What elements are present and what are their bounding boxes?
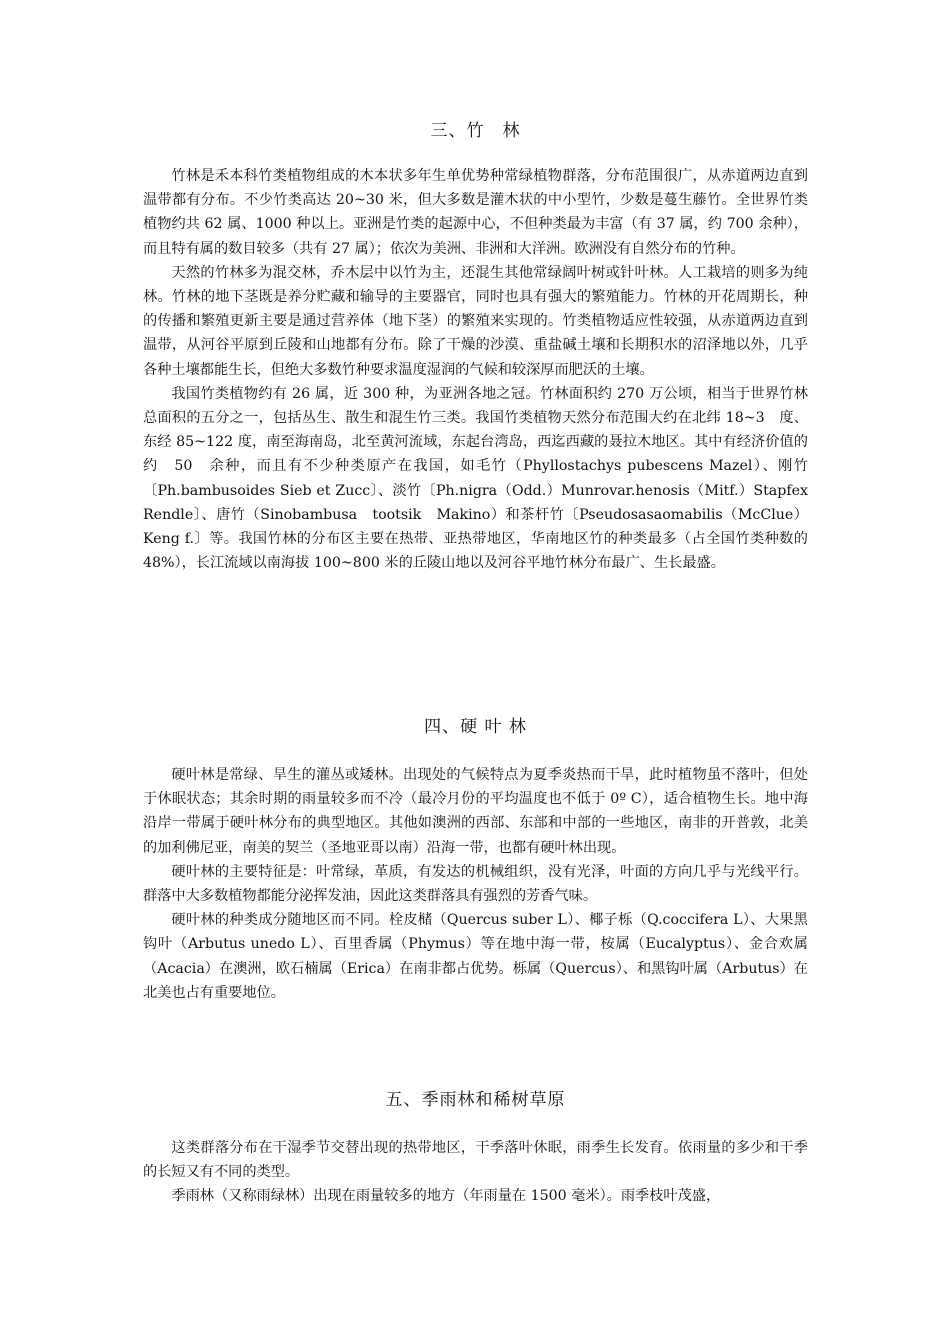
- paragraph: 天然的竹林多为混交林，乔木层中以竹为主，还混生其他常绿阔叶树或针叶林。人工栽培的则多为纯林。竹林的地下茎既是养分贮藏和输导的主要器官，同时也具有强大的繁殖能力。竹林的开花周期长，种的传播和繁殖更新主要是通过营养体（地下茎）的繁殖来实现的。竹类植物适应性较强，从赤道两边直到温带，从河谷平原到丘陵和山地都有分布。除了干燥的沙漠、重盐碱土壤和长期积水的沼泽地以外，几乎各种土壤都能生长，但绝大多数竹种要求温度湿润的气候和较深厚而肥沃的土壤。: [143, 264, 808, 378]
- paragraph: 硬叶林的种类成分随地区而不同。栓皮槠（Quercus suber L）、椰子栎（Q.coccifera L）、大果黑钩叶（Arbutus unedo L）、百里香属（Phymus）等在地中海一带，桉属（Eucalyptus）、金合欢属（Acacia）在澳洲，欧石楠属（Erica）在南非都占优势。栎属（Quercus）、和黑钩叶属（Arbutus）在北美也占有重要地位。: [143, 912, 808, 1001]
- section-body-bamboo-forest: [143, 164, 823, 575]
- paragraph: 这类群落分布在干湿季节交替出现的热带地区，干季落叶休眠，雨季生长发育。依雨量的多少和干季的长短又有不同的类型。: [143, 1140, 808, 1181]
- section-body-sclerophyll-forest: [143, 763, 808, 1005]
- section-heading-monsoon-forest-savanna: 五、季雨林和稀树草原: [385, 1090, 566, 1110]
- paragraph: 季雨林（又称雨绿林）出现在雨量较多的地方（年雨量在 1500 毫米）。雨季枝叶茂盛，: [171, 1188, 721, 1205]
- paragraph: 硬叶林是常绿、旱生的灌丛或矮林。出现处的气候特点为夏季炎热而干旱，此时植物虽不落叶，但处于休眠状态；其余时期的雨量较多而不冷（最冷月份的平均温度也不低于 0º C），适合植物生长。地中海沿岸一带属于硬叶林分布的典型地区。其他如澳洲的西部、东部和中部的一些地区，南非的开普敦，北美的加利佛尼亚，南美的契兰（圣地亚哥以南）沿海一带，也都有硬叶林出现。: [143, 767, 808, 856]
- section-body-monsoon-forest-savanna: [143, 1136, 808, 1209]
- paragraph: 我国竹类植物约有 26 属，近 300 种，为亚洲各地之冠。竹林面积约 270 万公顷，相当于世界竹林总面积的五分之一，包括丛生、散生和混生竹三类。我国竹类植物天然分布范围大约在北纬 18~3 度、东经 85~122 度，南至海南岛，北至黄河流域，东起台湾岛，西迄西藏的聂拉木地区。其中有经济价值的约 50 余种，而且有不少种类原产在我国，如毛竹（Phyllostachys pubescens Mazel）、刚竹〔Ph.bambusoides Sieb et Zucc〕、淡竹〔Ph.nigra（Odd.）Munrovar.henosis（Mitf.）Stapfex Rendle〕、唐竹（Sinobambusa tootsik Makino）和茶杆竹〔Pseudosasaomabilis（McClue）Keng f.〕等。我国竹林的分布区主要在热带、亚热带地区，华南地区竹的种类最多（占全国竹类种数的 48%），长江流域以南海拔 100~800 米的丘陵山地以及河谷平地竹林分布最广、生长最盛。: [143, 385, 823, 572]
- paragraph: 竹林是禾本科竹类植物组成的木本状多年生单优势种常绿植物群落，分布范围很广，从赤道两边直到温带都有分布。不少竹类高达 20~30 米，但大多数是灌木状的中小型竹，少数是蔓生藤竹。全世界竹类植物约共 62 属、1000 种以上。亚洲是竹类的起源中心，不但种类最为丰富（有 37 属，约 700 余种），而且特有属的数目较多（共有 27 属）；依次为美洲、非洲和大洋洲。欧洲没有自然分布的竹种。: [143, 168, 808, 257]
- section-heading-bamboo-forest: 三、竹 林: [430, 121, 521, 141]
- paragraph: 硬叶林的主要特征是：叶常绿，革质，有发达的机械组织，没有光泽，叶面的方向几乎与光线平行。群落中大多数植物都能分泌挥发油，因此这类群落具有强烈的芳香气味。: [143, 863, 808, 905]
- section-heading-sclerophyll-forest: 四、硬 叶 林: [424, 717, 527, 737]
